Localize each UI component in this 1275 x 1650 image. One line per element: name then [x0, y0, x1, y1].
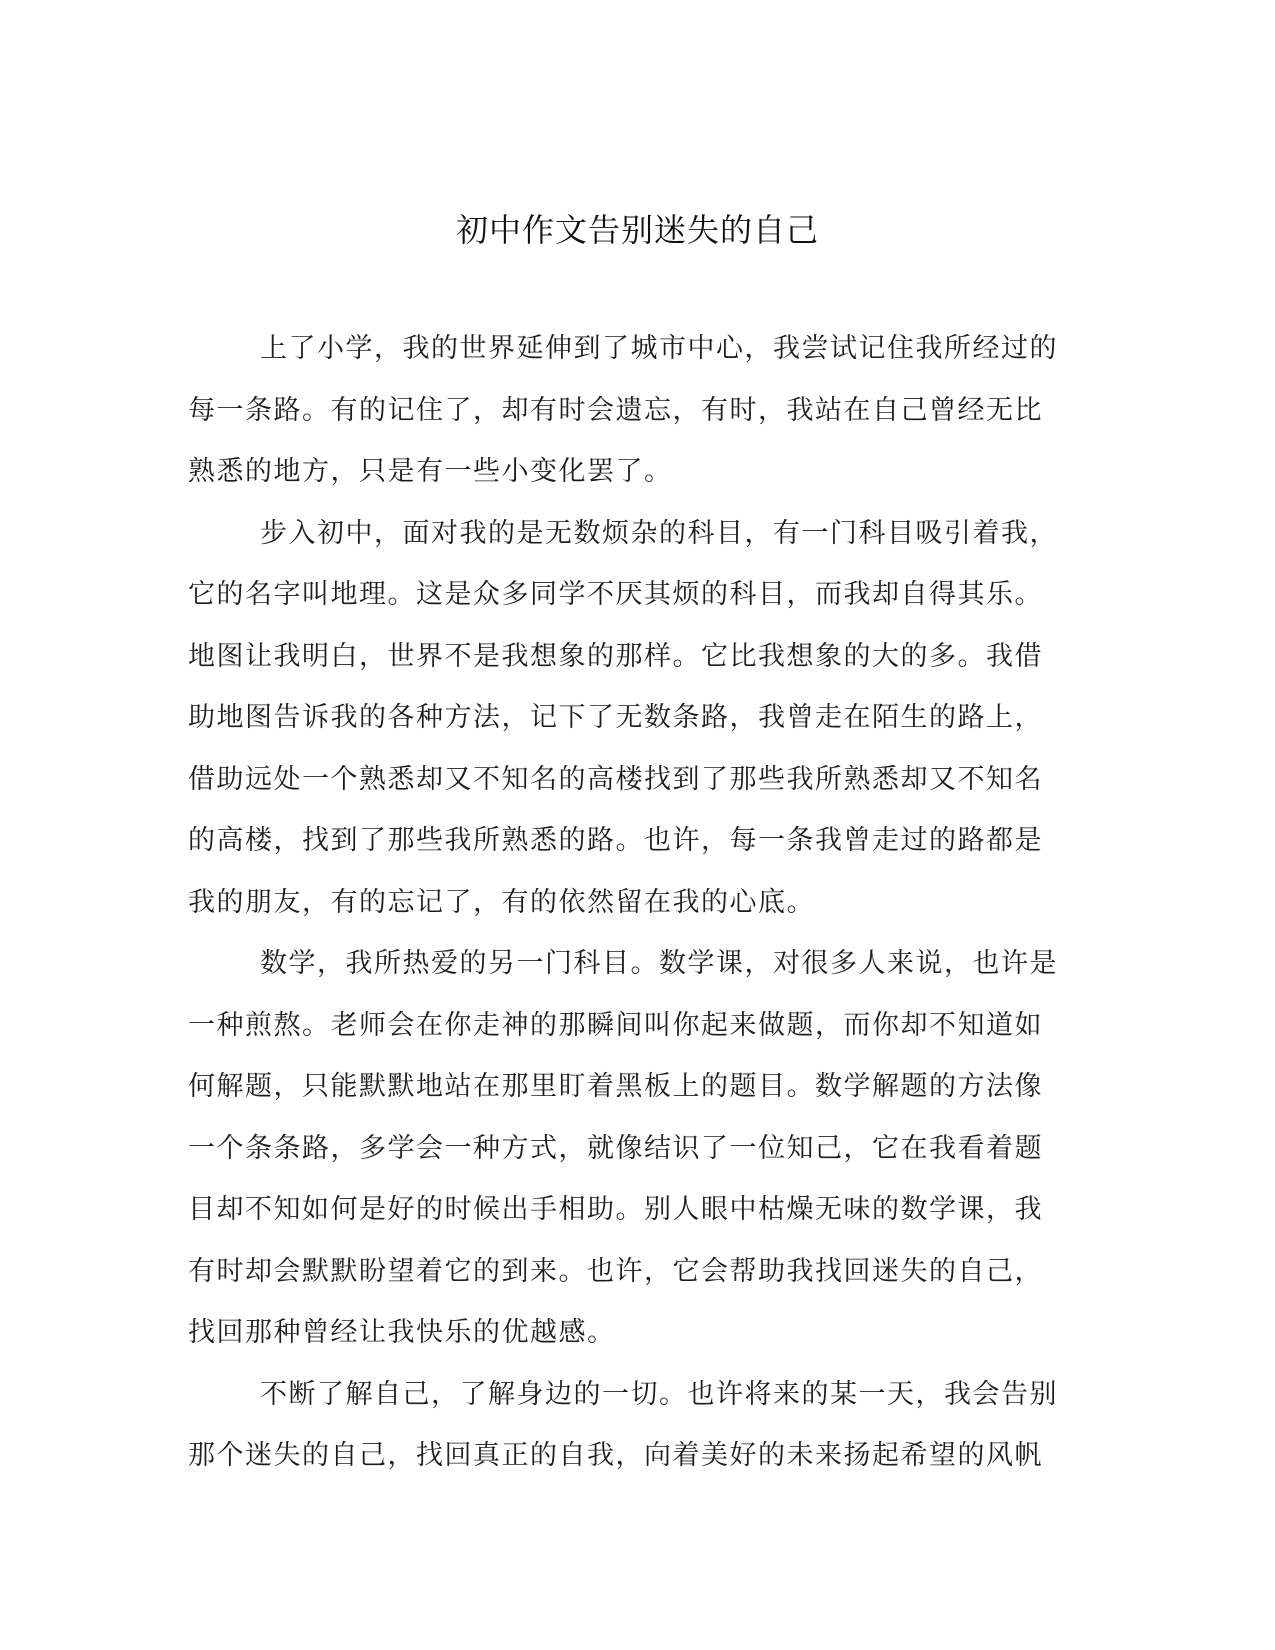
paragraph-line: 一个条条路，多学会一种方式，就像结识了一位知己，它在我看着题 [188, 1132, 1043, 1164]
paragraph-line: 我的朋友，有的忘记了，有的依然留在我的心底。 [188, 886, 815, 918]
paragraph-line: 数学，我所热爱的另一门科目。数学课，对很多人来说，也许是 [260, 948, 1058, 979]
paragraph-line: 它的名字叫地理。这是众多同学不厌其烦的科目，而我却自得其乐。 [188, 579, 1043, 610]
document-body [188, 318, 1068, 1487]
paragraph-line: 步入初中，面对我的是无数烦杂的科目，有一门科目吸引着我， [260, 517, 1058, 549]
paragraph-line: 每一条路。有的记住了，却有时会遗忘，有时，我站在自己曾经无比 [188, 394, 1043, 426]
paragraph-line: 上了小学，我的世界延伸到了城市中心，我尝试记住我所经过的 [260, 333, 1058, 364]
paragraph-line: 何解题，只能默默地站在那里盯着黑板上的题目。数学解题的方法像 [188, 1071, 1043, 1102]
paragraph-3 [188, 933, 1068, 1364]
paragraph-line: 不断了解自己，了解身边的一切。也许将来的某一天，我会告别 [260, 1378, 1058, 1410]
document-title: 初中作文告别迷失的自己 [455, 211, 819, 249]
paragraph-line: 一种煎熬。老师会在你走神的那瞬间叫你起来做题，而你却不知道如 [188, 1009, 1043, 1041]
paragraph-2 [188, 503, 1068, 934]
paragraph-line: 熟悉的地方，只是有一些小变化罢了。 [188, 456, 673, 487]
paragraph-line: 助地图告诉我的各种方法，记下了无数条路，我曾走在陌生的路上， [188, 702, 1043, 733]
paragraph-line: 地图让我明白，世界不是我想象的那样。它比我想象的大的多。我借 [188, 640, 1043, 672]
paragraph-1 [188, 318, 1068, 503]
paragraph-line: 的高楼，找到了那些我所熟悉的路。也许，每一条我曾走过的路都是 [188, 825, 1043, 856]
paragraph-line: 目却不知如何是好的时候出手相助。别人眼中枯燥无味的数学课，我 [188, 1194, 1043, 1225]
paragraph-line: 找回那种曾经让我快乐的优越感。 [188, 1317, 616, 1348]
paragraph-line: 那个迷失的自己，找回真正的自我，向着美好的未来扬起希望的风帆 [188, 1440, 1043, 1471]
paragraph-4 [188, 1364, 1068, 1487]
paragraph-line: 借助远处一个熟悉却又不知名的高楼找到了那些我所熟悉却又不知名 [188, 763, 1043, 795]
paragraph-line: 有时却会默默盼望着它的到来。也许，它会帮助我找回迷失的自己， [188, 1255, 1043, 1287]
